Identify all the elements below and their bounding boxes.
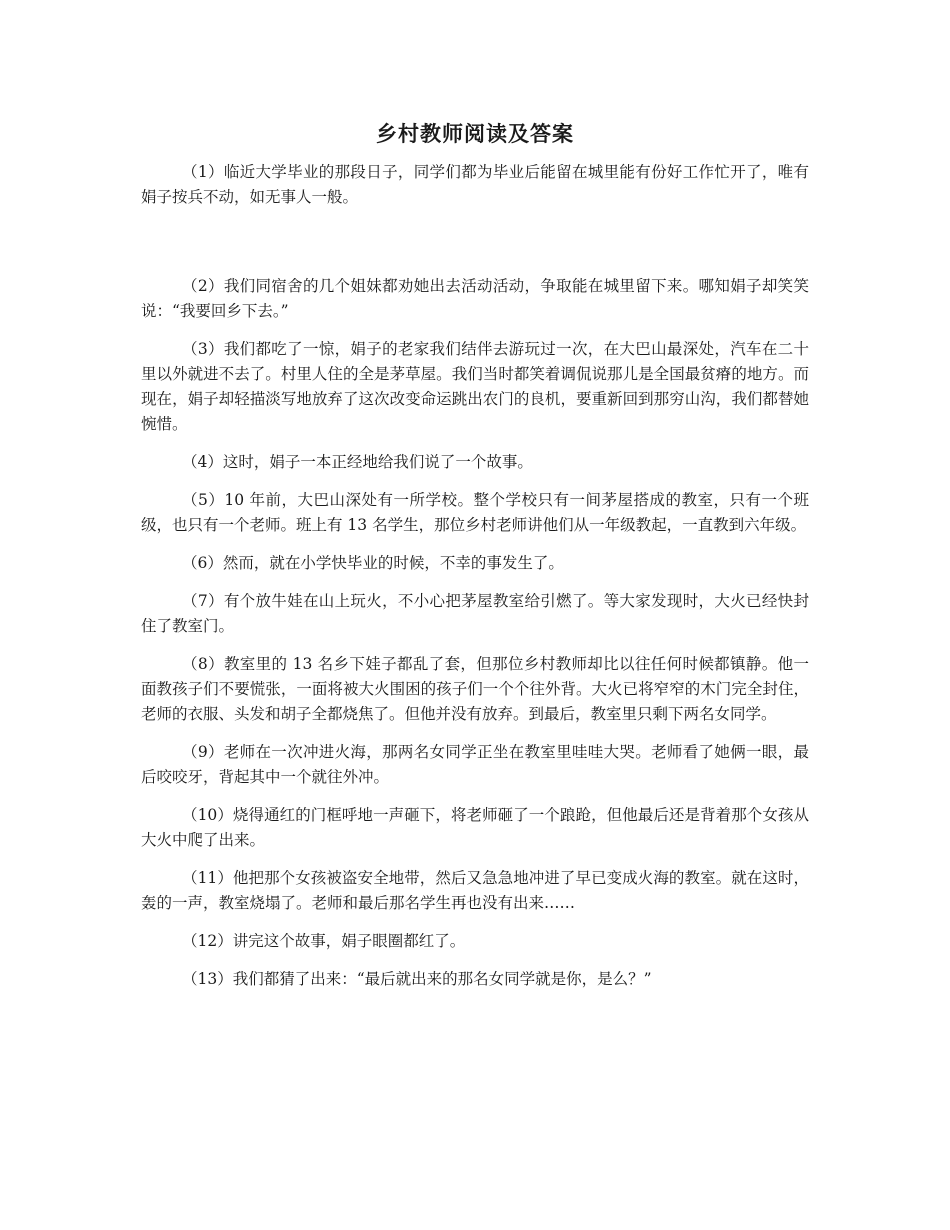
paragraph-2: （2）我们同宿舍的几个姐妹都劝她出去活动活动，争取能在城里留下来。哪知娟子却笑笑说：“我要回乡下去。” [141,277,809,320]
document-body [141,160,809,992]
paragraph-1: （1）临近大学毕业的那段日子，同学们都为毕业后能留在城里能有份好工作忙开了，唯有娟子按兵不动，如无事人一般。 [141,163,809,206]
paragraph-spacer [141,475,809,488]
paragraph-spacer [141,954,809,967]
paragraph-spacer [141,639,809,652]
paragraph-11: （11）他把那个女孩被盗安全地带，然后又急急地冲进了早已变成火海的教室。就在这时，轰的一声，教室烧塌了。老师和最后那名学生再也没有出来…… [141,869,809,912]
paragraph-spacer [141,324,809,337]
paragraph-spacer [141,853,809,866]
paragraph-spacer [141,210,809,274]
paragraph-13: （13）我们都猜了出来：“最后就出来的那名女同学就是你，是么？” [182,970,652,988]
paragraph-spacer [141,916,809,929]
document-title: 乡村教师阅读及答案 [376,121,574,146]
paragraph-10: （10）烧得通红的门框呼地一声砸下，将老师砸了一个踉跄，但他最后还是背着那个女孩从大火中爬了出来。 [141,806,809,849]
paragraph-spacer [141,790,809,803]
paragraph-5: （5）10 年前，大巴山深处有一所学校。整个学校只有一间茅屋搭成的教室，只有一个班级，也只有一个老师。班上有 13 名学生，那位乡村老师讲他们从一年级教起，一直教到六年级。 [141,491,809,534]
paragraph-7: （7）有个放牛娃在山上玩火，不小心把茅屋教室给引燃了。等大家发现时，大火已经快封住了教室门。 [141,592,809,635]
paragraph-12: （12）讲完这个故事，娟子眼圈都红了。 [182,932,466,950]
paragraph-3: （3）我们都吃了一惊，娟子的老家我们结伴去游玩过一次，在大巴山最深处，汽车在二十里以外就进不去了。村里人住的全是茅草屋。我们当时都笑着调侃说那儿是全国最贫瘠的地方。而现在，娟子却轻描淡写地放弃了这次改变命运跳出农门的良机，要重新回到那穷山沟，我们都替她惋惜。 [141,340,809,433]
paragraph-spacer [141,576,809,589]
paragraph-4: （4）这时，娟子一本正经地给我们说了一个故事。 [182,453,533,471]
paragraph-9: （9）老师在一次冲进火海，那两名女同学正坐在教室里哇哇大哭。老师看了她俩一眼，最后咬咬牙，背起其中一个就往外冲。 [141,743,809,786]
paragraph-spacer [141,538,809,551]
paragraph-spacer [141,437,809,450]
paragraph-8: （8）教室里的 13 名乡下娃子都乱了套，但那位乡村教师却比以往任何时候都镇静。他一面教孩子们不要慌张，一面将被大火围困的孩子们一个个往外背。大火已将窄窄的木门完全封住，老师的衣服、头发和胡子全都烧焦了。但他并没有放弃。到最后，教室里只剩下两名女同学。 [141,655,809,723]
paragraph-6: （6）然而，就在小学快毕业的时候，不幸的事发生了。 [182,554,564,572]
paragraph-spacer [141,727,809,740]
